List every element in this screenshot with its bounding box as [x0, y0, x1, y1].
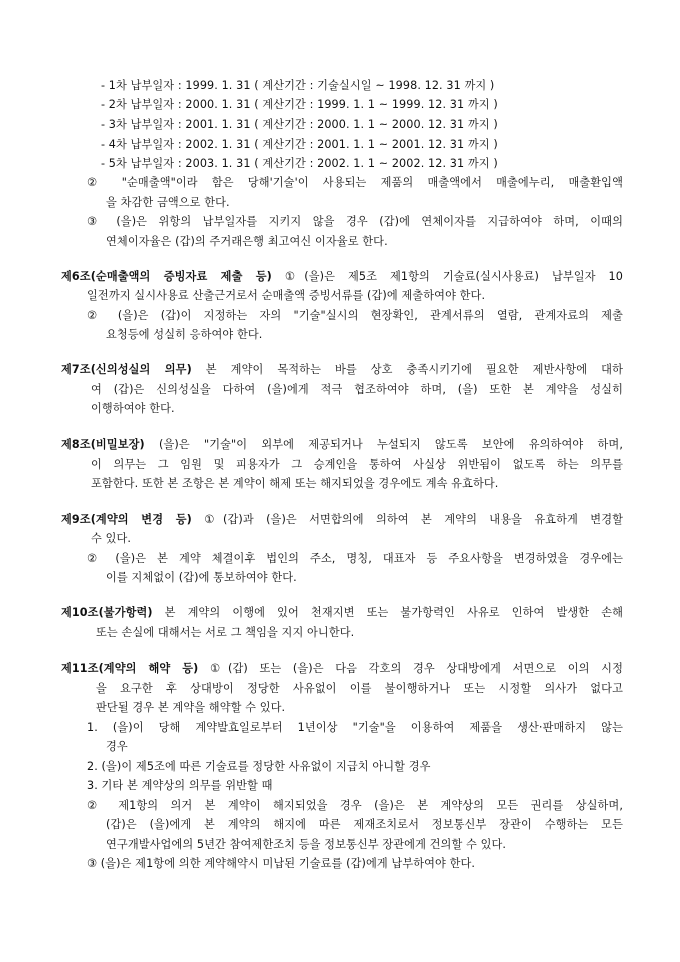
schedule-line: - 4차 납부일자 : 2002. 1. 31 ( 계산기간 : 2001. 1. 1 ~ 2001. 12. 31 까지 )	[101, 138, 498, 151]
art9-p2-line: 이를 지체없이 (갑)에 통보하여야 한다.	[106, 571, 297, 584]
art6-first-line	[61, 268, 623, 286]
art11-p1-line: 을 요구한 후 상대방이 정당한 사유없이 이를 불이행하거나 또는 시정할 의사가 없다고	[96, 682, 623, 695]
art9-p1-text: ①(갑)과 (을)은 서면합의에 의하여 본 계약의 내용을 유효하게 변경할	[204, 513, 624, 526]
art10-text: 본 계약의 이행에 있어 천재지변 또는 불가항력인 사유로 인하여 발생한 손해	[164, 606, 624, 619]
art7-line: 여 (갑)은 신의성실을 다하여 (을)에게 적극 협조하여야 하며, (을) 또한 본 계약을 성실히	[91, 383, 623, 396]
schedule-line: - 1차 납부일자 : 1999. 1. 31 ( 계산기간 : 기술실시일 ~ 1998. 12. 31 까지 )	[101, 79, 495, 92]
art10-first-line	[61, 604, 623, 622]
art11-item: 2. (을)이 제5조에 따른 기술료를 정당한 사유없이 지급치 아니할 경우	[87, 760, 431, 773]
art11-p1-text: ①(갑) 또는 (을)은 다음 각호의 경우 상대방에게 서면으로 이의 시정	[209, 662, 623, 675]
art10-line: 또는 손실에 대해서는 서로 그 책임을 지지 아니한다.	[96, 626, 355, 639]
article-heading: 제8조(비밀보장)	[61, 438, 145, 451]
art6-p1-text: ①(을)은 제5조 제1항의 기술료(실시사용료) 납부일자 10	[284, 270, 623, 283]
art9-first-line	[61, 511, 623, 529]
art11-p1-line: 판단될 경우 본 계약을 해약할 수 있다.	[96, 701, 286, 714]
art11-p2-line: 연구개발사업에의 5년간 참여제한조치 등을 정보통신부 장관에게 건의할 수 있다.	[106, 838, 507, 851]
art11-item: 3. 기타 본 계약상의 의무를 위반할 때	[87, 779, 273, 792]
article-heading: 제10조(불가항력)	[61, 606, 153, 619]
article-heading: 제6조(순매출액의 증빙자료 제출 등)	[61, 270, 272, 283]
art7-line: 이행하여야 한다.	[91, 402, 175, 415]
art5-p2-line: 을 차감한 금액으로 한다.	[106, 196, 230, 209]
art7-text: 본 계약이 목적하는 바를 상호 충족시키기에 필요한 제반사항에 대하	[205, 363, 623, 376]
art6-p2-line: ② (을)은 (갑)이 지정하는 자의 "기술"실시의 현장확인, 관계서류의 열람, 관계자료의 제출	[87, 309, 623, 322]
art5-p3-line: 연체이자율은 (갑)의 주거래은행 최고여신 이자율로 한다.	[106, 235, 388, 248]
art6-p1-line: 일전까지 실시사용료 산출근거로서 순매출액 증빙서류를 (갑)에 제출하여야 한다.	[87, 289, 486, 302]
art5-p2-line: ② "순매출액"이라 함은 당해'기술'이 사용되는 제품의 매출액에서 매출에누리, 매출환입액	[87, 176, 623, 189]
art11-p2-line: ② 제1항의 의거 본 계약이 해지되었을 경우 (을)은 본 계약상의 모든 권리를 상실하며,	[87, 799, 623, 812]
art9-p1-line: 수 있다.	[91, 532, 132, 545]
schedule-line: - 5차 납부일자 : 2003. 1. 31 ( 계산기간 : 2002. 1. 1 ~ 2002. 12. 31 까지 )	[101, 157, 498, 170]
art9-p2-line: ② (을)은 본 계약 체결이후 법인의 주소, 명칭, 대표자 등 주요사항을 변경하였을 경우에는	[87, 552, 623, 565]
art11-item-cont: 경우	[106, 740, 128, 753]
art11-item: 1. (을)이 당해 계약발효일로부터 1년이상 "기술"을 이용하여 제품을 생산·판매하지 않는	[87, 721, 623, 734]
art7-first-line	[61, 361, 623, 379]
art8-first-line	[61, 436, 623, 454]
article-heading: 제7조(신의성실의 의무)	[61, 363, 192, 376]
art8-text: (을)은 "기술"이 외부에 제공되거나 누설되지 않도록 보안에 유의하여야 하며,	[158, 438, 623, 451]
article-heading: 제11조(계약의 해약 등)	[61, 662, 199, 675]
art11-p2-line: (갑)은 (을)에게 본 계약의 해지에 따른 제재조치로서 정보통신부 장관이 수행하는 모든	[106, 818, 623, 831]
art11-p3-line: ③ (을)은 제1항에 의한 계약해약시 미납된 기술료를 (갑)에게 납부하여야 한다.	[87, 857, 476, 870]
schedule-line: - 3차 납부일자 : 2001. 1. 31 ( 계산기간 : 2000. 1. 1 ~ 2000. 12. 31 까지 )	[101, 118, 498, 131]
article-heading: 제9조(계약의 변경 등)	[61, 513, 192, 526]
art5-p3-line: ③ (을)은 위항의 납부일자를 지키지 않을 경우 (갑)에 연체이자를 지급하여야 하며, 이때의	[87, 215, 623, 228]
art8-line: 포함한다. 또한 본 조항은 본 계약이 해제 또는 해지되었을 경우에도 계속 유효하다.	[91, 477, 499, 490]
art6-p2-line: 요청등에 성실히 응하여야 한다.	[106, 328, 263, 341]
art8-line: 이 의무는 그 임원 및 피용자가 그 승계인을 통하여 사실상 위반됨이 없도록 하는 의무를	[91, 458, 623, 471]
art11-first-line	[61, 660, 623, 678]
schedule-line: - 2차 납부일자 : 2000. 1. 31 ( 계산기간 : 1999. 1. 1 ~ 1999. 12. 31 까지 )	[101, 98, 498, 111]
